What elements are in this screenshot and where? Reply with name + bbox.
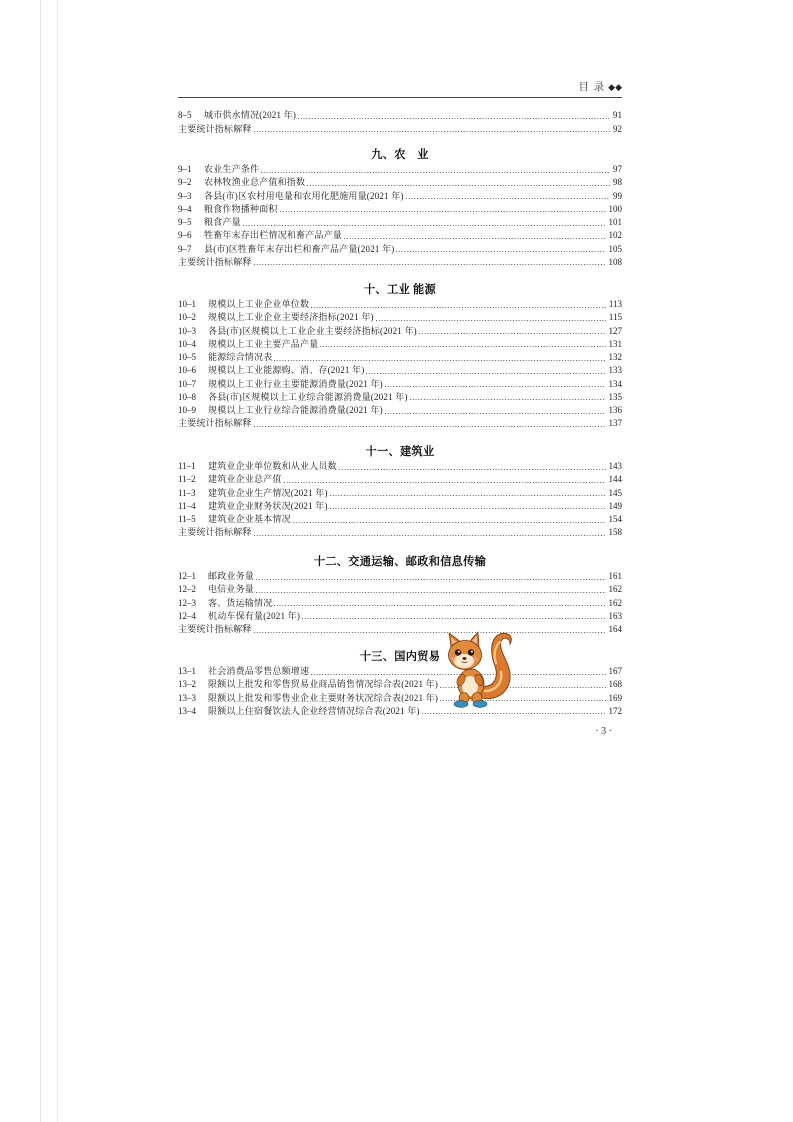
- entry-title: 规模以上工业行业综合能源消费量(2021 年): [208, 405, 383, 415]
- dot-leader: [396, 243, 605, 256]
- entry-title: 规模以上工业能源购、消、存(2021 年): [208, 365, 365, 376]
- entry-title: 主要统计指标解释: [178, 527, 252, 538]
- entry-title: 规模以上工业行业主要能源消费量(2021 年): [208, 378, 383, 389]
- entry-title: 各县(市)区规模以上工业企业主要经济指标(2021 年): [208, 325, 417, 336]
- entry-page-number: 102: [608, 230, 622, 241]
- dot-leader: [366, 364, 605, 377]
- toc-entry: [178, 229, 622, 242]
- toc-entry-explanation: [178, 417, 622, 430]
- toc-entry: [178, 678, 622, 691]
- entry-title: 主要统计指标解释: [178, 418, 252, 429]
- entry-number: 13–1: [178, 666, 196, 676]
- entry-number: 11–3: [178, 487, 196, 498]
- running-header: [579, 81, 622, 95]
- entry-page-number: 169: [608, 692, 622, 703]
- entry-title: 规模以上工业主要产品产量: [208, 338, 319, 349]
- entry-title: 电信业务量: [208, 584, 255, 595]
- entry-page-number: 135: [608, 391, 622, 402]
- entry-title: 各县(市)区农村用电量和农用化肥施用量(2021 年): [204, 190, 404, 201]
- toc-entry: [178, 243, 622, 256]
- dot-leader: [254, 256, 606, 269]
- entry-title: 客、货运输情况: [208, 597, 273, 608]
- toc-entry: [178, 500, 622, 513]
- dot-leader: [307, 176, 610, 189]
- entry-title: 农业生产条件: [204, 164, 260, 174]
- entry-page-number: 92: [613, 123, 622, 134]
- entry-title: 社会消费品零售总额增速: [208, 666, 310, 676]
- entry-title: 主要统计指标解释: [178, 624, 252, 634]
- toc-entry: [178, 460, 622, 473]
- toc-section-chapter-8: [178, 109, 622, 136]
- toc-entry-explanation: [178, 623, 622, 636]
- entry-page-number: 113: [608, 299, 622, 309]
- toc-section-chapter-9: [178, 147, 622, 269]
- entry-number: 9–3: [178, 190, 192, 201]
- toc-entry: [178, 216, 622, 229]
- entry-page-number: 131: [608, 338, 622, 349]
- dot-leader: [256, 583, 605, 596]
- entry-title: 建筑业企业单位数和从业人员数: [208, 461, 337, 471]
- entry-title: 建筑业企业基本情况: [208, 514, 291, 524]
- entry-number: 9–6: [178, 230, 192, 241]
- entry-page-number: 143: [608, 461, 622, 471]
- entry-page-number: 99: [613, 190, 622, 201]
- toc-entry: [178, 473, 622, 486]
- toc-entry-explanation: [178, 256, 622, 269]
- toc-section-chapter-11: [178, 444, 622, 540]
- toc-entry: [178, 391, 622, 404]
- dot-leader: [254, 417, 606, 430]
- entry-page-number: 98: [613, 177, 622, 188]
- entry-number: 11–5: [178, 514, 196, 524]
- entry-page-number: 162: [608, 597, 622, 608]
- toc-entry: [178, 203, 622, 216]
- dot-leader: [410, 391, 606, 404]
- entry-title: 主要统计指标解释: [178, 256, 252, 267]
- entry-title: 限额以上批发和零售业企业主要财务状况综合表(2021 年): [208, 692, 439, 703]
- dot-leader: [280, 203, 606, 216]
- entry-title: 机动车保有量(2021 年): [208, 610, 301, 621]
- entry-page-number: 132: [608, 352, 622, 362]
- section-heading: 十三、国内贸易: [359, 651, 441, 663]
- dot-leader: [385, 378, 606, 391]
- toc-entry: [178, 378, 622, 391]
- entry-number: 10–8: [178, 391, 196, 402]
- toc-entry: [178, 610, 622, 623]
- entry-number: 9–4: [178, 203, 192, 214]
- dot-leader: [243, 216, 606, 229]
- entry-title: 城市供水情况(2021 年): [204, 110, 297, 121]
- entry-title: 建筑业企业总产值: [208, 474, 282, 485]
- entry-page-number: 97: [613, 164, 622, 174]
- entry-title: 县(市)区牲畜年末存出栏和畜产品产量(2021 年): [204, 243, 395, 254]
- entry-page-number: 100: [608, 203, 622, 214]
- entry-title: 粮食作物播种面积: [204, 203, 278, 214]
- entry-number: 13–3: [178, 692, 196, 703]
- entry-number: 13–4: [178, 705, 196, 716]
- toc-entry-explanation: [178, 526, 622, 539]
- entry-number: 10–5: [178, 352, 196, 362]
- dot-leader: [274, 351, 605, 364]
- dot-leader: [293, 513, 606, 526]
- entry-page-number: 108: [608, 256, 622, 267]
- entry-page-number: 134: [608, 378, 622, 389]
- entry-title: 牲畜年末存出栏情况和畜产品产量: [204, 230, 343, 241]
- section-heading: 十二、交通运输、邮政和信息传输: [313, 556, 487, 568]
- entry-page-number: 136: [608, 405, 622, 415]
- toc-entry: [178, 351, 622, 364]
- dot-leader: [254, 123, 610, 136]
- entry-title: 主要统计指标解释: [178, 123, 252, 134]
- entry-number: 10–2: [178, 312, 196, 323]
- entry-page-number: 158: [608, 527, 622, 538]
- entry-title: 邮政业务量: [208, 571, 255, 581]
- page-number: · 3 ·: [595, 726, 612, 737]
- dot-leader: [344, 229, 605, 242]
- entry-number: 9–2: [178, 177, 192, 188]
- entry-page-number: 91: [613, 110, 622, 121]
- toc-entry: [178, 298, 622, 311]
- toc-section-chapter-13: [178, 649, 622, 718]
- squirrel-head: [449, 632, 482, 670]
- entry-number: 10–6: [178, 365, 196, 376]
- toc-entry-explanation: [178, 123, 622, 136]
- entry-page-number: 115: [608, 312, 622, 323]
- toc-entry: [178, 325, 622, 338]
- section-heading: 十、工业 能源: [363, 284, 437, 296]
- entry-page-number: 144: [608, 474, 622, 485]
- toc-entry: [178, 705, 622, 718]
- entry-number: 9–5: [178, 217, 192, 227]
- entry-title: 能源综合情况表: [208, 352, 273, 362]
- entry-page-number: 163: [608, 610, 622, 621]
- entry-title: 规模以上工业企业主要经济指标(2021 年): [208, 312, 374, 323]
- binding-margin-line: [57, 0, 58, 1122]
- toc-entry: [178, 176, 622, 189]
- entry-title: 限额以上批发和零售贸易业商品销售情况综合表(2021 年): [208, 679, 439, 690]
- dot-leader: [254, 526, 606, 539]
- entry-number: 9–1: [178, 164, 192, 174]
- toc-entry: [178, 513, 622, 526]
- dot-leader: [298, 109, 610, 122]
- dot-leader: [385, 404, 606, 417]
- entry-number: 11–2: [178, 474, 196, 485]
- dot-leader: [274, 597, 605, 610]
- entry-page-number: 101: [608, 217, 622, 227]
- toc-entry: [178, 583, 622, 596]
- toc-entry: [178, 665, 622, 678]
- entry-number: 12–2: [178, 584, 196, 595]
- entry-number: 10–1: [178, 299, 196, 309]
- dot-leader: [256, 570, 605, 583]
- entry-title: 规模以上工业企业单位数: [208, 299, 310, 309]
- entry-page-number: 137: [608, 418, 622, 429]
- diamond-ornament-icon: ◆◆: [608, 83, 622, 93]
- entry-title: 建筑业企业生产情况(2021 年): [208, 487, 328, 498]
- dot-leader: [330, 500, 606, 513]
- toc-entry: [178, 597, 622, 610]
- section-heading: 九、农 业: [371, 149, 429, 161]
- entry-page-number: 105: [608, 243, 622, 254]
- entry-page-number: 167: [608, 666, 622, 676]
- entry-page-number: 164: [608, 624, 622, 634]
- section-heading: 十一、建筑业: [365, 446, 435, 458]
- dot-leader: [254, 623, 606, 636]
- dot-leader: [320, 338, 605, 351]
- toc-entry: [178, 570, 622, 583]
- entry-page-number: 145: [608, 487, 622, 498]
- toc-entry: [178, 190, 622, 203]
- entry-title: 建筑业企业财务状况(2021 年): [208, 500, 328, 511]
- entry-page-number: 168: [608, 679, 622, 690]
- dot-leader: [339, 460, 606, 473]
- squirrel-mascot-icon: [442, 631, 512, 709]
- toc-section-chapter-12: [178, 554, 622, 636]
- toc-entry: [178, 109, 622, 122]
- dot-leader: [330, 487, 606, 500]
- entry-number: 10–4: [178, 338, 196, 349]
- dot-leader: [406, 190, 610, 203]
- dot-leader: [311, 298, 606, 311]
- entry-page-number: 172: [608, 705, 622, 716]
- toc-entry: [178, 692, 622, 705]
- running-header-title: 目 录: [578, 82, 606, 93]
- toc-section-chapter-10: [178, 282, 622, 431]
- entry-title: 农林牧渔业总产值和指数: [204, 177, 306, 188]
- dot-leader: [302, 610, 605, 623]
- dot-leader: [284, 473, 606, 486]
- entry-page-number: 162: [608, 584, 622, 595]
- dot-leader: [419, 325, 606, 338]
- entry-number: 13–2: [178, 679, 196, 690]
- dot-leader: [376, 311, 606, 324]
- entry-title: 各县(市)区规模以上工业综合能源消费量(2021 年): [208, 391, 408, 402]
- squirrel-body: [454, 669, 487, 707]
- entry-number: 10–7: [178, 378, 196, 389]
- binding-margin-line: [40, 0, 41, 1122]
- entry-number: 9–7: [178, 243, 192, 254]
- toc-entry: [178, 487, 622, 500]
- entry-number: 8–5: [178, 110, 192, 121]
- toc-entry: [178, 364, 622, 377]
- entry-number: 12–1: [178, 571, 196, 581]
- dot-leader: [261, 163, 610, 176]
- entry-number: 11–1: [178, 461, 196, 471]
- toc-entry: [178, 163, 622, 176]
- toc-entry: [178, 338, 622, 351]
- entry-title: 粮食产量: [204, 217, 241, 227]
- entry-number: 12–4: [178, 610, 196, 621]
- header-rule: [178, 97, 622, 98]
- entry-number: 12–3: [178, 597, 196, 608]
- entry-page-number: 154: [608, 514, 622, 524]
- entry-number: 11–4: [178, 500, 196, 511]
- toc-entry: [178, 311, 622, 324]
- entry-page-number: 149: [608, 500, 622, 511]
- entry-number: 10–3: [178, 325, 196, 336]
- entry-page-number: 161: [608, 571, 622, 581]
- entry-number: 10–9: [178, 405, 196, 415]
- entry-page-number: 127: [608, 325, 622, 336]
- toc-entry: [178, 404, 622, 417]
- entry-page-number: 133: [608, 365, 622, 376]
- entry-title: 限额以上住宿餐饮法人企业经营情况综合表(2021 年): [208, 705, 420, 716]
